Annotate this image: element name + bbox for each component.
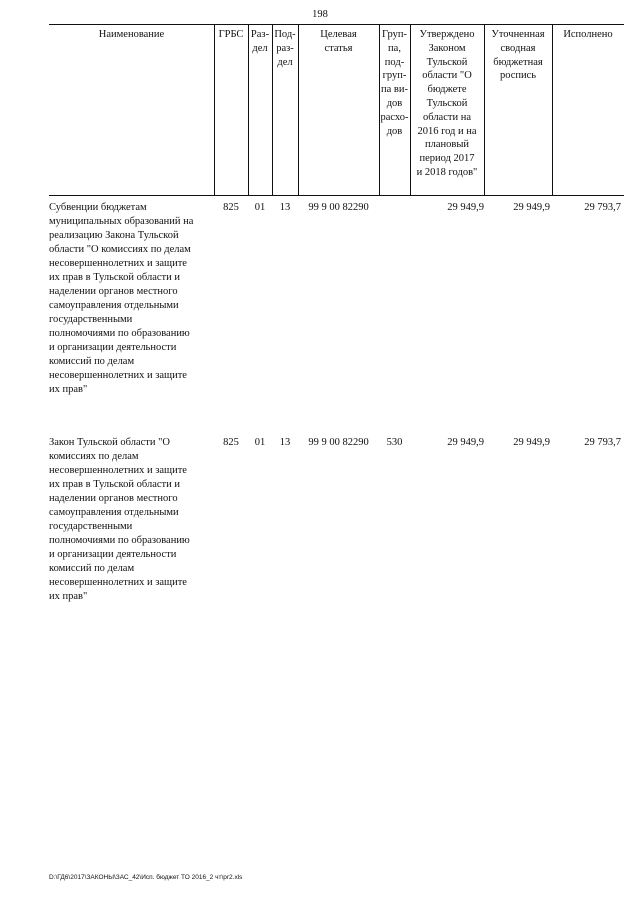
- row-name-line: самоуправления отдельными: [49, 300, 179, 311]
- header-clarified: Уточненная сводная бюджетная роспись: [491, 29, 545, 82]
- header-target: Целевая статья: [320, 29, 357, 54]
- row-name-line: полномочиями по образованию: [49, 328, 190, 339]
- row-name-line: несовершеннолетних и защите: [49, 465, 187, 476]
- row-approved: 29 949,9: [447, 202, 484, 213]
- row-razdel: 01: [254, 437, 266, 448]
- row-podrazdel: 13: [279, 202, 291, 213]
- row-name: [49, 201, 213, 397]
- row-name-line: комиссий по делам: [49, 356, 135, 367]
- file-path-footer: D:\ГД6\2017\ЗАКОНЫ\ЗАС_42\Исп. бюджет ТО 2016_2 чт\pr2.xls: [49, 874, 243, 881]
- row-name-line: полномочиями по образованию: [49, 535, 190, 546]
- header-podrazdel: Под- раз- дел: [274, 29, 296, 68]
- header-bottom-border: [49, 195, 624, 196]
- header-grbs: ГРБС: [218, 29, 244, 40]
- row-clarified: 29 949,9: [513, 437, 550, 448]
- row-name-line: несовершеннолетних и защите: [49, 370, 187, 381]
- row-name-line: несовершеннолетних и защите: [49, 258, 187, 269]
- row-name-line: и организации деятельности: [49, 549, 177, 560]
- row-approved: 29 949,9: [447, 437, 484, 448]
- header-top-border: [49, 24, 624, 25]
- row-name-line: Субвенции бюджетам: [49, 202, 147, 213]
- row-name-line: реализацию Закона Тульской: [49, 230, 179, 241]
- page-number: 198: [312, 9, 328, 20]
- row-group: 530: [386, 437, 403, 448]
- row-name-line: и организации деятельности: [49, 342, 177, 353]
- row-name-line: государственными: [49, 521, 133, 532]
- row-name-line: их прав в Тульской области и: [49, 479, 180, 490]
- header-approved: Утверждено Законом Тульской области "О бюджете Тульской области на 2016 год и на плановый период 2017 и 2018 годов": [416, 29, 478, 178]
- row-clarified: 29 949,9: [513, 202, 550, 213]
- row-razdel: 01: [254, 202, 266, 213]
- row-executed: 29 793,7: [584, 202, 621, 213]
- row-name-line: их прав": [49, 384, 88, 395]
- row-name-line: государственными: [49, 314, 133, 325]
- row-name-line: Закон Тульской области "О: [49, 437, 171, 448]
- header-divider: [552, 24, 553, 196]
- row-name-line: несовершеннолетних и защите: [49, 577, 187, 588]
- row-podrazdel: 13: [279, 437, 291, 448]
- row-executed: 29 793,7: [584, 437, 621, 448]
- row-name-line: наделении органов местного: [49, 286, 178, 297]
- header-divider: [214, 24, 215, 196]
- row-name-line: муниципальных образований на: [49, 216, 194, 227]
- row-name: [49, 436, 213, 604]
- table-header: [49, 24, 624, 196]
- header-razdel: Раз- дел: [250, 29, 270, 54]
- row-name-line: области "О комиссиях по делам: [49, 244, 191, 255]
- row-name-line: самоуправления отдельными: [49, 507, 179, 518]
- row-grbs: 825: [223, 437, 239, 448]
- row-grbs: 825: [223, 202, 239, 213]
- header-executed: Исполнено: [563, 29, 613, 40]
- row-name-line: их прав": [49, 591, 88, 602]
- row-name-line: их прав в Тульской области и: [49, 272, 180, 283]
- row-target: 99 9 00 82290: [308, 437, 369, 448]
- row-target: 99 9 00 82290: [308, 202, 369, 213]
- row-name-line: комиссий по делам: [49, 563, 135, 574]
- header-group: Груп- па, под- груп- па ви- дов расхо- дов: [380, 29, 409, 137]
- row-name-line: наделении органов местного: [49, 493, 178, 504]
- header-name: Наименование: [98, 29, 165, 40]
- row-name-line: комиссиях по делам: [49, 451, 139, 462]
